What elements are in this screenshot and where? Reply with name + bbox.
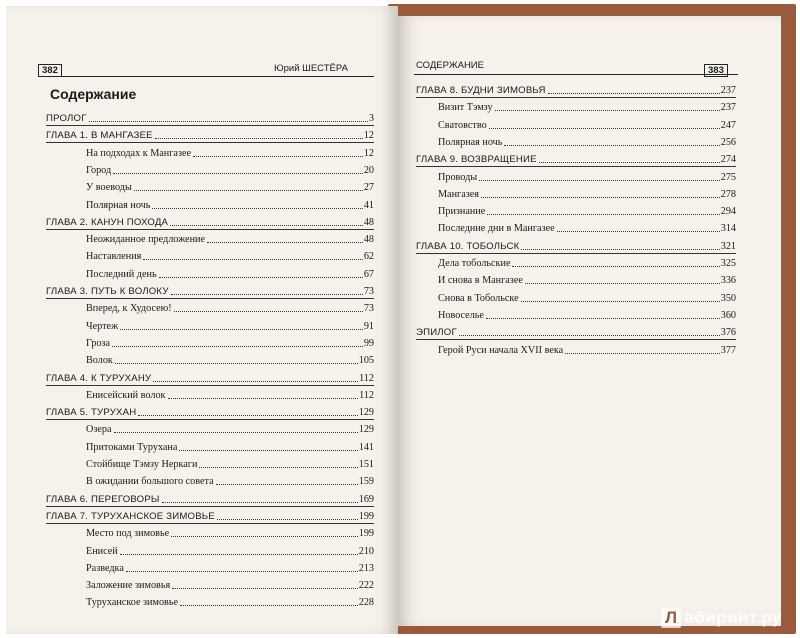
watermark-text: абиринт.ру [684, 608, 782, 627]
dot-leader [172, 588, 358, 589]
chapter-rule [46, 385, 374, 386]
dot-leader [115, 363, 358, 364]
toc-section-entry [86, 320, 374, 333]
entry-page-number: 73 [363, 303, 374, 315]
entry-page-number: 151 [358, 459, 374, 470]
entry-title: Неожиданное предложение [86, 234, 205, 246]
entry-page-number: 228 [358, 597, 374, 609]
toc-section-entry [438, 119, 736, 132]
dot-leader [479, 180, 720, 181]
chapter-rule [46, 419, 374, 420]
entry-page-number: 314 [720, 223, 736, 235]
entry-page-number: 325 [720, 258, 736, 269]
entry-page-number: 199 [358, 510, 374, 522]
entry-title: Мангазея [438, 188, 479, 200]
toc-chapter-entry [416, 326, 736, 339]
dot-leader [217, 519, 358, 520]
chapter-rule [46, 142, 374, 143]
dot-leader [525, 283, 720, 284]
left-page [6, 6, 398, 634]
dot-leader [565, 353, 720, 354]
dot-leader [193, 156, 363, 157]
page-number: 383 [704, 64, 728, 77]
entry-title: ГЛАВА 5. ТУРУХАН [46, 407, 137, 419]
entry-title: ГЛАВА 8. БУДНИ ЗИМОВЬЯ [416, 85, 546, 96]
entry-page-number: 12 [363, 147, 374, 159]
running-header: СОДЕРЖАНИЕ [416, 60, 484, 71]
dot-leader [162, 502, 358, 503]
entry-page-number: 237 [720, 102, 736, 114]
toc-section-entry [86, 147, 374, 160]
entry-title: Последние дни в Мангазее [438, 223, 555, 235]
entry-page-number: 20 [363, 164, 374, 176]
dot-leader [114, 432, 358, 433]
entry-title: Новоселье [438, 309, 484, 321]
dot-leader [199, 467, 357, 468]
chapter-rule [416, 339, 736, 340]
dot-leader [153, 381, 358, 382]
dot-leader [539, 162, 720, 163]
dot-leader [170, 225, 363, 226]
entry-title: Признание [438, 206, 486, 218]
dot-leader [486, 318, 720, 319]
toc-chapter-entry [46, 285, 374, 298]
dot-leader [143, 259, 362, 260]
toc-chapter-entry [46, 112, 374, 125]
entry-page-number: 27 [363, 182, 374, 194]
entry-page-number: 67 [363, 268, 374, 280]
running-header: Юрий ШЕСТЁРА [274, 63, 348, 74]
toc-section-entry [86, 562, 374, 575]
entry-title: Полярная ночь [438, 136, 503, 148]
entry-title: Наставления [86, 251, 142, 263]
chapter-rule [46, 506, 374, 507]
toc-section-entry [86, 441, 374, 454]
entry-page-number: 237 [720, 85, 736, 96]
entry-page-number: 141 [358, 441, 374, 453]
entry-title: Енисей [86, 545, 118, 557]
dot-leader [180, 605, 358, 606]
entry-title: Место под зимовье [86, 528, 170, 540]
entry-title: Озера [86, 424, 112, 436]
toc-section-entry [86, 458, 374, 471]
entry-page-number: 41 [363, 199, 374, 211]
entry-page-number: 73 [363, 286, 374, 297]
chapter-rule [46, 298, 374, 299]
dot-leader [489, 128, 720, 129]
entry-title: ГЛАВА 10. ТОБОЛЬСК [416, 240, 520, 252]
entry-page-number: 91 [363, 320, 374, 332]
toc-title: Содержание [50, 86, 137, 102]
toc-section-entry [438, 292, 736, 305]
entry-title: Енисейский волок [86, 389, 166, 401]
dot-leader [126, 571, 358, 572]
entry-page-number: 112 [359, 372, 374, 384]
entry-page-number: 112 [359, 389, 374, 401]
toc-section-entry [438, 274, 736, 287]
entry-title: В ожидании большого совета [86, 476, 214, 488]
entry-title: Город [86, 164, 112, 176]
entry-title: Заложение зимовья [86, 580, 171, 592]
toc-section-entry [438, 205, 736, 218]
entry-title: На подходах к Мангазее [86, 147, 192, 159]
entry-title: Визит Тэмзу [438, 102, 493, 114]
entry-title: Проводы [438, 171, 478, 183]
entry-title: ГЛАВА 4. К ТУРУХАНУ [46, 372, 152, 384]
toc-section-entry [86, 545, 374, 558]
toc-chapter-entry [416, 153, 736, 166]
entry-title: Полярная ночь [86, 199, 151, 211]
dot-leader [174, 311, 363, 312]
toc-section-entry [86, 354, 374, 367]
entry-page-number: 213 [358, 562, 374, 574]
chapter-rule [416, 97, 736, 98]
entry-title: ГЛАВА 6. ПЕРЕГОВОРЫ [46, 493, 160, 505]
entry-page-number: 336 [720, 275, 736, 287]
entry-page-number: 321 [720, 240, 736, 252]
toc-chapter-entry [416, 240, 736, 253]
toc-section-entry [438, 309, 736, 322]
toc-section-entry [86, 250, 374, 263]
toc-chapter-entry [46, 406, 374, 419]
toc-section-entry [438, 222, 736, 235]
toc-section-entry [438, 257, 736, 270]
toc-section-entry [86, 423, 374, 436]
entry-page-number: 62 [363, 251, 374, 263]
dot-leader [138, 415, 357, 416]
entry-page-number: 377 [720, 344, 736, 356]
dot-leader [120, 329, 363, 330]
toc-section-entry [86, 302, 374, 315]
entry-title: Волок [86, 355, 113, 367]
dot-leader [113, 173, 363, 174]
toc-section-entry [86, 233, 374, 246]
chapter-rule [46, 523, 374, 524]
entry-title: Гроза [86, 337, 110, 349]
chapter-rule [416, 166, 736, 167]
toc-chapter-entry [46, 510, 374, 523]
dot-leader [179, 450, 357, 451]
chapter-rule [416, 253, 736, 254]
entry-page-number: 105 [358, 355, 374, 367]
entry-title: Сватовство [438, 119, 487, 131]
watermark-logo: Л [661, 608, 681, 628]
entry-title: Снова в Тобольске [438, 292, 519, 304]
entry-page-number: 350 [720, 292, 736, 304]
entry-page-number: 376 [720, 327, 736, 339]
toc-section-entry [438, 188, 736, 201]
dot-leader [152, 208, 362, 209]
dot-leader [487, 214, 719, 215]
entry-title: Чертеж [86, 320, 119, 332]
entry-page-number: 99 [363, 337, 374, 349]
toc-section-entry [86, 199, 374, 212]
entry-title: ГЛАВА 3. ПУТЬ К ВОЛОКУ [46, 286, 169, 297]
dot-leader [216, 484, 358, 485]
entry-page-number: 48 [363, 216, 374, 228]
dot-leader [459, 335, 720, 336]
entry-page-number: 129 [358, 424, 374, 436]
header-rule [414, 74, 738, 75]
entry-title: ПРОЛОГ [46, 113, 87, 124]
entry-page-number: 199 [358, 528, 374, 540]
toc-section-entry [86, 337, 374, 350]
toc-section-entry [86, 389, 374, 402]
dot-leader [512, 266, 719, 267]
toc-section-entry [86, 268, 374, 281]
dot-leader [557, 231, 720, 232]
chapter-rule [46, 125, 374, 126]
entry-page-number: 3 [368, 113, 374, 124]
entry-title: ГЛАВА 1. В МАНГАЗЕЕ [46, 130, 153, 142]
dot-leader [171, 294, 363, 295]
toc-section-entry [86, 527, 374, 540]
entry-title: Туруханское зимовье [86, 597, 179, 609]
entry-page-number: 256 [720, 136, 736, 148]
toc-chapter-entry [46, 129, 374, 142]
entry-title: Стойбище Тэмзу Неркаги [86, 459, 198, 470]
entry-title: Вперед, к Худосею! [86, 303, 172, 315]
dot-leader [504, 145, 719, 146]
dot-leader [168, 398, 359, 399]
entry-page-number: 48 [363, 234, 374, 246]
watermark [661, 608, 782, 628]
dot-leader [171, 536, 358, 537]
toc-section-entry [86, 579, 374, 592]
entry-title: И снова в Мангазее [438, 275, 523, 287]
entry-title: ЭПИЛОГ [416, 327, 457, 339]
entry-page-number: 210 [358, 545, 374, 557]
entry-page-number: 222 [358, 580, 374, 592]
entry-title: Герой Руси начала XVII века [438, 344, 564, 356]
entry-title: У воеводы [86, 182, 132, 194]
toc-section-entry [438, 171, 736, 184]
entry-page-number: 159 [358, 476, 374, 488]
dot-leader [155, 138, 363, 139]
toc-chapter-entry [46, 493, 374, 506]
entry-title: Последний день [86, 268, 157, 280]
entry-title: Разведка [86, 562, 124, 574]
entry-page-number: 360 [720, 309, 736, 321]
dot-leader [134, 190, 363, 191]
entry-page-number: 294 [720, 206, 736, 218]
entry-title: Притоками Турухана [86, 441, 178, 453]
entry-page-number: 247 [720, 119, 736, 131]
toc-section-entry [86, 596, 374, 609]
dot-leader [481, 197, 720, 198]
toc-chapter-entry [416, 84, 736, 97]
entry-title: Дела тобольские [438, 258, 511, 269]
toc-section-entry [86, 475, 374, 488]
entry-title: ГЛАВА 7. ТУРУХАНСКОЕ ЗИМОВЬЕ [46, 510, 215, 522]
page-number: 382 [38, 64, 62, 77]
toc-section-entry [86, 164, 374, 177]
right-page [398, 16, 781, 626]
header-rule [38, 76, 374, 77]
toc-section-entry [438, 344, 736, 357]
entry-page-number: 12 [363, 130, 374, 142]
dot-leader [521, 249, 719, 250]
toc-section-entry [438, 101, 736, 114]
dot-leader [207, 242, 363, 243]
entry-title: ГЛАВА 2. КАНУН ПОХОДА [46, 216, 169, 228]
chapter-rule [46, 229, 374, 230]
toc-chapter-entry [46, 372, 374, 385]
entry-title: ГЛАВА 9. ВОЗВРАЩЕНИЕ [416, 154, 537, 166]
entry-page-number: 278 [720, 188, 736, 200]
dot-leader [495, 110, 720, 111]
toc-chapter-entry [46, 216, 374, 229]
dot-leader [120, 554, 358, 555]
entry-page-number: 129 [358, 407, 374, 419]
dot-leader [548, 93, 720, 94]
entry-page-number: 169 [358, 493, 374, 505]
entry-page-number: 275 [720, 171, 736, 183]
toc-section-entry [438, 136, 736, 149]
dot-leader [159, 277, 363, 278]
dot-leader [89, 121, 368, 122]
dot-leader [521, 301, 720, 302]
entry-page-number: 274 [720, 154, 736, 166]
dot-leader [112, 346, 363, 347]
toc-section-entry [86, 181, 374, 194]
